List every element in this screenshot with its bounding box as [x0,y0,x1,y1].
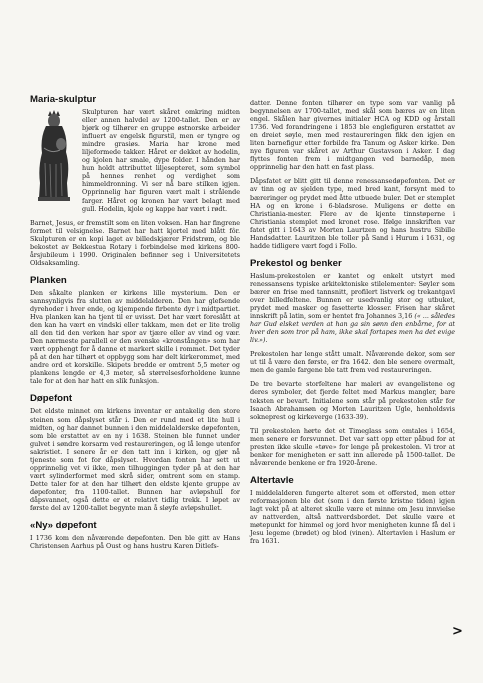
prekestol-paragraph-4: Til prekestolen hørte det et Timeglass som omtales i 1654, men senere er forsvunnet. Det var satt opp etter påbud for at presten ikke skulle «tøve» for lenge på prekestolen. Vi tror at benker for menigheten er satt inn allerede på 1500-tallet. De nåværende benkene er fra 1920-årene. [250,426,455,467]
statue-illustration [30,108,76,203]
heading-maria-skulptur: Maria-skulptur [30,94,97,105]
prekestol-text: Haslum-prekestolen er kantet og enkelt utstyrt med renessansens typiske arkitektoniske stilelementer: Søyler som bærer en frise med tannsnitt, profilert listverk og trekantgavl over billedfeltene. Bunnen er usedvanlig stor og utbuket, prydet med masker og fasetterte klosser. Frisen har skåret innskrift på latin, som er hentet fra Johannes 3,16 [250,271,455,321]
dopefont-paragraph: Det eldste minnet om kirkens inventar er antakelig den store steinen som dåpslyset står i. Den er rund med et lite hull i midten, og har dannet bunnen i den middelalderske døpefonten, som ble erstattet av en ny i 1638. Steinen ble funnet under gulvet i søndre korsarm ved restaureringen, og lå lenge utenfor sakristiet. I senere år er den tatt inn i kirken, og gjør nå tjeneste som fot for dåpslyset. Hvordan fonten har sett ut opprinnelig vet vi ikke, men tilhuggingen tyder på at den har vært sylinderformet med skrå sider, omtrent som en stamp. Dette taler for at den har tilhørt den eldste kjente gruppe av døpefonter, fra 1100-tallet. Bunnen har avløpshull for dåpsvannet, også dette er et relativt tidlig trekk. I løpet av første del av 1200-tallet begynte man å sløyfe avløpshullet. [30,407,240,513]
heading-planken: Planken [30,274,67,286]
left-column [30,94,240,556]
right-column [250,99,455,551]
continued-paragraph-2: Dåpsfatet er blitt gitt til denne renessansedøpefonten. Det er av tinn og av sjelden type, med bred kant, forsynt med to bæreringer og prydet med åtte utbuede buler. Det er stemplet HA og en krone i 6-bladsrose. Muligens er dette en Christiania-mester. Flere av de kjente tinnstøperne i Christiania stemplet med kronet rose. Ifølge innskriften var fatet gitt i 1643 av Morten Laurtzen og hans hustru Sibille Handsdatter. Lauritzen ble toller på Sand i Hurum i 1631, og hadde tidligere vært fogd i Follo. [250,177,455,250]
prekestol-paragraph-2: Prekestolen har lenge stått umalt. Nåværende dekor, som ser ut til å være den første, er fra 1642. den ble senere overmalt, men de gamle fargene ble tatt frem ved restaureringen. [250,350,455,375]
next-page-chevron-right-icon[interactable]: > [452,624,463,639]
heading-prekestol: Prekestol og benker [250,257,342,269]
heading-dopefont: Døpefont [30,393,73,405]
planken-paragraph: Den såkalte planken er kirkens lille mysterium. Den er sannsynligvis fra slutten av middelalderen. Den har glefsende dyrehoder i hver ende, og kjempende firbente dyr i midtpartiet. Hva planken kan ha tjent til er uvisst. Det har vært foreslått at den kan ha vært en vindski eller takkam, men det er lite trolig all den tid den verken har spor av tjære eller av vind og vær. Den nærmeste parallell er den svenske «kronstången» som har vært opphengt for å danne et markert skille i rommet. Det tyder på at den har tilhørt et oppbygg som har delt kirkerommet, med andre ord et korskille. Skipets bredde er omtrent 5,5 meter og plankens lengde er 4,3 meter, så størrelsesforholdene kunne tale for at den har hatt en slik funksjon. [30,288,240,386]
maria-paragraph-2: Barnet, Jesus, er fremstilt som en liten voksen. Han har fingrene formet til velsignelse. Barnet har hatt kjortel med blått fôr. Skulpturen er en kopi laget av billedskjærer Fridstrøm, og ble bekostet av Bekkestua Rotary i forbindelse med kirkens 800-årsjubileum i 1990. Originalen befinner seg i Universitetets Oldsaksamling. [30,218,240,267]
madonna-statue-image [30,108,76,203]
prekestol-paragraph-1 [250,272,455,344]
maria-paragraph-1: Skulpturen har vært skåret omkring midten eller annen halvdel av 1200-tallet. Den er av bjørk og tilhører en gruppe østnorske arbeider influert av engelsk figurstil, men er tyngre og mindre grasiøs. Maria har krone med liljeformede takker. Håret er dekket av hodelin, og kjolen har smale, dype folder. I hånden har hun holdt attributtet liljesepteret, som symbol på hennes renhet og verdighet som himmeldronning. Vi ser nå bare stilken igjen. Opprinnelig har figuren vært malt i strålende farger. Håret og kronen har vært belagt med gull. Hodelin, kjole og kappe har vært i rødt. [82,108,240,213]
heading-ny-dopefont: «Ny» døpefont [30,520,97,532]
heading-altertavle: Altertavle [250,474,294,486]
altertavle-paragraph: I middelalderen fungerte alteret som et offersted, men etter reformasjonen ble det (som i den første kristne tiden) igjen lagt vekt på at alteret skulle være et minne om Jesu innvielse av nattverden, altså nattverdsbordet. Det skulle være et møtepunkt for himmel og jord hvor menigheten kunne få del i Jesu legeme (brødet) og blod (vinen). Altertavlen i Haslum er fra 1631. [250,488,455,546]
ny-dopefont-paragraph: I 1736 kom den nåværende døpefonten. Den ble gitt av Hans Christensen Aarhus på Oust og hans hustru Karen Ditlefs- [30,534,240,551]
continued-paragraph-1: datter. Denne fonten tilhører en type som var vanlig på begynnelsen av 1700-tallet, med skål som bæres av en liten engel. Skålen har givernes initialer HCA og KDD og årstall 1736. Ved forandringene i 1853 ble englefiguren erstattet av en dreiet søyle, men med restaureringen fikk den igjen en liten barnefigur etter forbilde fra Tanum og Asker kirke. Den nye figuren var skåret av Arthur Gustavson i Asker. I dag flyttes fonten frem i midtgangen ved barnedåp, men opprinnelig har den hatt en fast plass. [250,99,455,172]
prekestol-quote: (« ... således har Gud elsket verden at han ga sin sønn den enbårne, for at hver den som tror på ham, ikke skal fortapes men ha det evige liv.»). [250,312,455,345]
prekestol-paragraph-3: De tre bevarte storfeltene har maleri av evangelistene og deres symboler, det fjerde feltet med Markus mangler, bare teksten er bevart. Initialene som står på prekestolen står for Isaach Abrahamsøn og Morten Lauritzen Ugle, henholdsvis sokneprest og kirkeverge (1633-39). [250,380,455,421]
